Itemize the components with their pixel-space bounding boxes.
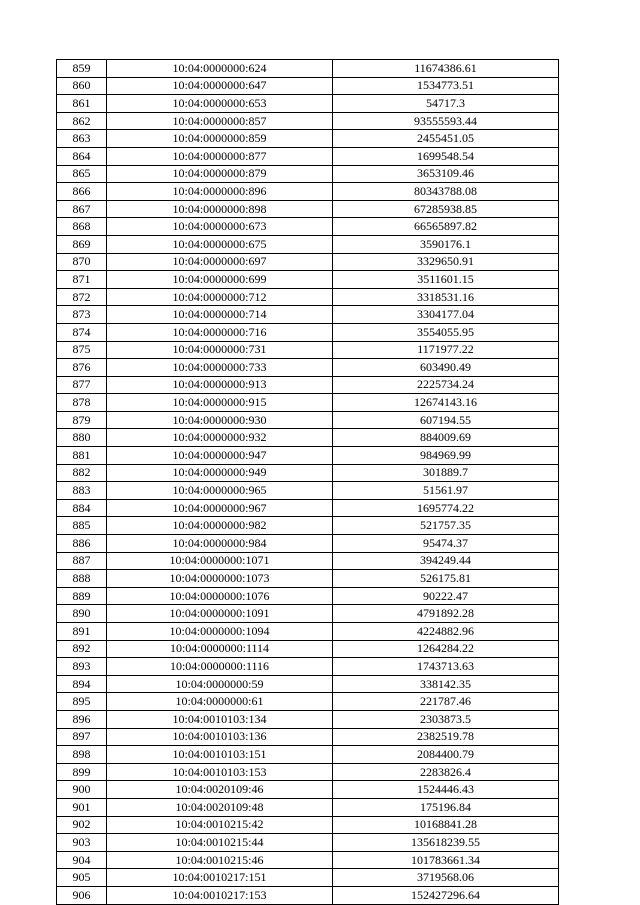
table-row <box>57 781 559 799</box>
value-cell: 526175.81 <box>333 570 559 588</box>
row-number-cell: 887 <box>57 552 107 570</box>
cadastral-number-cell: 10:04:0000000:859 <box>107 130 333 148</box>
cadastral-number-cell: 10:04:0000000:673 <box>107 218 333 236</box>
table-row <box>57 429 559 447</box>
row-number-cell: 899 <box>57 763 107 781</box>
value-cell: 80343788.08 <box>333 183 559 201</box>
cadastral-number-cell: 10:04:0000000:984 <box>107 535 333 553</box>
cadastral-number-cell: 10:04:0000000:857 <box>107 112 333 130</box>
row-number-cell: 870 <box>57 253 107 271</box>
value-cell: 135618239.55 <box>333 834 559 852</box>
cadastral-number-cell: 10:04:0000000:716 <box>107 323 333 341</box>
value-cell: 95474.37 <box>333 535 559 553</box>
row-number-cell: 873 <box>57 306 107 324</box>
row-number-cell: 906 <box>57 886 107 904</box>
row-number-cell: 890 <box>57 605 107 623</box>
row-number-cell: 877 <box>57 376 107 394</box>
row-number-cell: 883 <box>57 482 107 500</box>
table-row <box>57 165 559 183</box>
cadastral-number-cell: 10:04:0000000:624 <box>107 60 333 78</box>
value-cell: 3318531.16 <box>333 288 559 306</box>
table-row <box>57 271 559 289</box>
value-cell: 101783661.34 <box>333 851 559 869</box>
cadastral-number-cell: 10:04:0000000:965 <box>107 482 333 500</box>
cadastral-number-cell: 10:04:0000000:733 <box>107 359 333 377</box>
value-cell: 152427296.64 <box>333 886 559 904</box>
value-cell: 90222.47 <box>333 587 559 605</box>
row-number-cell: 863 <box>57 130 107 148</box>
table-row <box>57 60 559 78</box>
cadastral-number-cell: 10:04:0000000:1091 <box>107 605 333 623</box>
table-body <box>57 60 559 905</box>
table-row <box>57 710 559 728</box>
row-number-cell: 875 <box>57 341 107 359</box>
row-number-cell: 903 <box>57 834 107 852</box>
table-row <box>57 886 559 904</box>
cadastral-number-cell: 10:04:0000000:877 <box>107 147 333 165</box>
cadastral-number-cell: 10:04:0010103:134 <box>107 710 333 728</box>
cadastral-number-cell: 10:04:0000000:1076 <box>107 587 333 605</box>
value-cell: 607194.55 <box>333 411 559 429</box>
value-cell: 2225734.24 <box>333 376 559 394</box>
cadastral-number-cell: 10:04:0010103:136 <box>107 728 333 746</box>
table-row <box>57 376 559 394</box>
value-cell: 301889.7 <box>333 464 559 482</box>
value-cell: 984969.99 <box>333 447 559 465</box>
cadastral-number-cell: 10:04:0000000:1071 <box>107 552 333 570</box>
cadastral-number-cell: 10:04:0020109:46 <box>107 781 333 799</box>
cadastral-number-cell: 10:04:0010217:151 <box>107 869 333 887</box>
row-number-cell: 867 <box>57 200 107 218</box>
row-number-cell: 891 <box>57 623 107 641</box>
value-cell: 884009.69 <box>333 429 559 447</box>
table-row <box>57 675 559 693</box>
row-number-cell: 859 <box>57 60 107 78</box>
table-row <box>57 341 559 359</box>
value-cell: 1171977.22 <box>333 341 559 359</box>
row-number-cell: 902 <box>57 816 107 834</box>
value-cell: 2303873.5 <box>333 710 559 728</box>
cadastral-number-cell: 10:04:0000000:930 <box>107 411 333 429</box>
table-row <box>57 834 559 852</box>
row-number-cell: 871 <box>57 271 107 289</box>
value-cell: 1534773.51 <box>333 77 559 95</box>
value-cell: 2283826.4 <box>333 763 559 781</box>
row-number-cell: 900 <box>57 781 107 799</box>
cadastral-number-cell: 10:04:0000000:697 <box>107 253 333 271</box>
value-cell: 1699548.54 <box>333 147 559 165</box>
value-cell: 2455451.05 <box>333 130 559 148</box>
table-row <box>57 200 559 218</box>
value-cell: 1743713.63 <box>333 658 559 676</box>
cadastral-number-cell: 10:04:0000000:712 <box>107 288 333 306</box>
table-row <box>57 728 559 746</box>
cadastral-number-cell: 10:04:0000000:896 <box>107 183 333 201</box>
row-number-cell: 864 <box>57 147 107 165</box>
cadastral-number-cell: 10:04:0000000:982 <box>107 517 333 535</box>
value-cell: 67285938.85 <box>333 200 559 218</box>
row-number-cell: 885 <box>57 517 107 535</box>
data-table <box>56 59 559 905</box>
cadastral-number-cell: 10:04:0000000:699 <box>107 271 333 289</box>
table-row <box>57 517 559 535</box>
table-row <box>57 77 559 95</box>
value-cell: 603490.49 <box>333 359 559 377</box>
cadastral-number-cell: 10:04:0000000:59 <box>107 675 333 693</box>
value-cell: 3329650.91 <box>333 253 559 271</box>
row-number-cell: 880 <box>57 429 107 447</box>
cadastral-number-cell: 10:04:0000000:731 <box>107 341 333 359</box>
value-cell: 338142.35 <box>333 675 559 693</box>
table-row <box>57 95 559 113</box>
row-number-cell: 865 <box>57 165 107 183</box>
value-cell: 1264284.22 <box>333 640 559 658</box>
row-number-cell: 893 <box>57 658 107 676</box>
table-row <box>57 130 559 148</box>
table-row <box>57 147 559 165</box>
table-row <box>57 535 559 553</box>
table-row <box>57 394 559 412</box>
table-row <box>57 183 559 201</box>
table-row <box>57 411 559 429</box>
value-cell: 3653109.46 <box>333 165 559 183</box>
value-cell: 221787.46 <box>333 693 559 711</box>
cadastral-number-cell: 10:04:0000000:879 <box>107 165 333 183</box>
row-number-cell: 866 <box>57 183 107 201</box>
value-cell: 1695774.22 <box>333 499 559 517</box>
row-number-cell: 881 <box>57 447 107 465</box>
value-cell: 3719568.06 <box>333 869 559 887</box>
table-row <box>57 623 559 641</box>
table-row <box>57 323 559 341</box>
row-number-cell: 901 <box>57 798 107 816</box>
cadastral-number-cell: 10:04:0000000:913 <box>107 376 333 394</box>
value-cell: 3554055.95 <box>333 323 559 341</box>
value-cell: 66565897.82 <box>333 218 559 236</box>
cadastral-number-cell: 10:04:0000000:1094 <box>107 623 333 641</box>
table-row <box>57 640 559 658</box>
row-number-cell: 898 <box>57 746 107 764</box>
cadastral-number-cell: 10:04:0000000:1116 <box>107 658 333 676</box>
value-cell: 4224882.96 <box>333 623 559 641</box>
row-number-cell: 897 <box>57 728 107 746</box>
table-row <box>57 288 559 306</box>
row-number-cell: 886 <box>57 535 107 553</box>
value-cell: 3590176.1 <box>333 235 559 253</box>
table-row <box>57 605 559 623</box>
table-row <box>57 658 559 676</box>
table-row <box>57 464 559 482</box>
cadastral-number-cell: 10:04:0000000:967 <box>107 499 333 517</box>
cadastral-number-cell: 10:04:0000000:898 <box>107 200 333 218</box>
row-number-cell: 869 <box>57 235 107 253</box>
cadastral-number-cell: 10:04:0010103:153 <box>107 763 333 781</box>
table-row <box>57 447 559 465</box>
table-row <box>57 235 559 253</box>
table-row <box>57 816 559 834</box>
row-number-cell: 888 <box>57 570 107 588</box>
value-cell: 93555593.44 <box>333 112 559 130</box>
table-row <box>57 499 559 517</box>
cadastral-number-cell: 10:04:0010215:46 <box>107 851 333 869</box>
table-row <box>57 851 559 869</box>
cadastral-number-cell: 10:04:0000000:949 <box>107 464 333 482</box>
row-number-cell: 896 <box>57 710 107 728</box>
table-row <box>57 359 559 377</box>
value-cell: 394249.44 <box>333 552 559 570</box>
cadastral-number-cell: 10:04:0000000:947 <box>107 447 333 465</box>
value-cell: 2084400.79 <box>333 746 559 764</box>
row-number-cell: 879 <box>57 411 107 429</box>
value-cell: 4791892.28 <box>333 605 559 623</box>
value-cell: 2382519.78 <box>333 728 559 746</box>
row-number-cell: 894 <box>57 675 107 693</box>
row-number-cell: 874 <box>57 323 107 341</box>
row-number-cell: 878 <box>57 394 107 412</box>
cadastral-number-cell: 10:04:0010217:153 <box>107 886 333 904</box>
value-cell: 3511601.15 <box>333 271 559 289</box>
row-number-cell: 862 <box>57 112 107 130</box>
row-number-cell: 882 <box>57 464 107 482</box>
table-row <box>57 570 559 588</box>
row-number-cell: 892 <box>57 640 107 658</box>
cadastral-number-cell: 10:04:0000000:714 <box>107 306 333 324</box>
cadastral-number-cell: 10:04:0000000:61 <box>107 693 333 711</box>
cadastral-number-cell: 10:04:0000000:653 <box>107 95 333 113</box>
table-row <box>57 798 559 816</box>
table-row <box>57 482 559 500</box>
row-number-cell: 889 <box>57 587 107 605</box>
table-row <box>57 552 559 570</box>
value-cell: 3304177.04 <box>333 306 559 324</box>
row-number-cell: 904 <box>57 851 107 869</box>
table-row <box>57 218 559 236</box>
table-row <box>57 763 559 781</box>
cadastral-number-cell: 10:04:0000000:647 <box>107 77 333 95</box>
table-row <box>57 746 559 764</box>
cadastral-number-cell: 10:04:0000000:1073 <box>107 570 333 588</box>
value-cell: 51561.97 <box>333 482 559 500</box>
value-cell: 1524446.43 <box>333 781 559 799</box>
cadastral-number-cell: 10:04:0020109:48 <box>107 798 333 816</box>
cadastral-number-cell: 10:04:0000000:675 <box>107 235 333 253</box>
row-number-cell: 872 <box>57 288 107 306</box>
value-cell: 12674143.16 <box>333 394 559 412</box>
cadastral-number-cell: 10:04:0010103:151 <box>107 746 333 764</box>
value-cell: 11674386.61 <box>333 60 559 78</box>
cadastral-number-cell: 10:04:0010215:42 <box>107 816 333 834</box>
table-row <box>57 693 559 711</box>
value-cell: 10168841.28 <box>333 816 559 834</box>
row-number-cell: 884 <box>57 499 107 517</box>
cadastral-number-cell: 10:04:0010215:44 <box>107 834 333 852</box>
row-number-cell: 905 <box>57 869 107 887</box>
table-row <box>57 587 559 605</box>
table-row <box>57 306 559 324</box>
row-number-cell: 861 <box>57 95 107 113</box>
cadastral-number-cell: 10:04:0000000:915 <box>107 394 333 412</box>
row-number-cell: 895 <box>57 693 107 711</box>
row-number-cell: 860 <box>57 77 107 95</box>
cadastral-number-cell: 10:04:0000000:1114 <box>107 640 333 658</box>
row-number-cell: 868 <box>57 218 107 236</box>
value-cell: 175196.84 <box>333 798 559 816</box>
table-row <box>57 112 559 130</box>
value-cell: 521757.35 <box>333 517 559 535</box>
value-cell: 54717.3 <box>333 95 559 113</box>
table-row <box>57 253 559 271</box>
row-number-cell: 876 <box>57 359 107 377</box>
table-row <box>57 869 559 887</box>
cadastral-number-cell: 10:04:0000000:932 <box>107 429 333 447</box>
